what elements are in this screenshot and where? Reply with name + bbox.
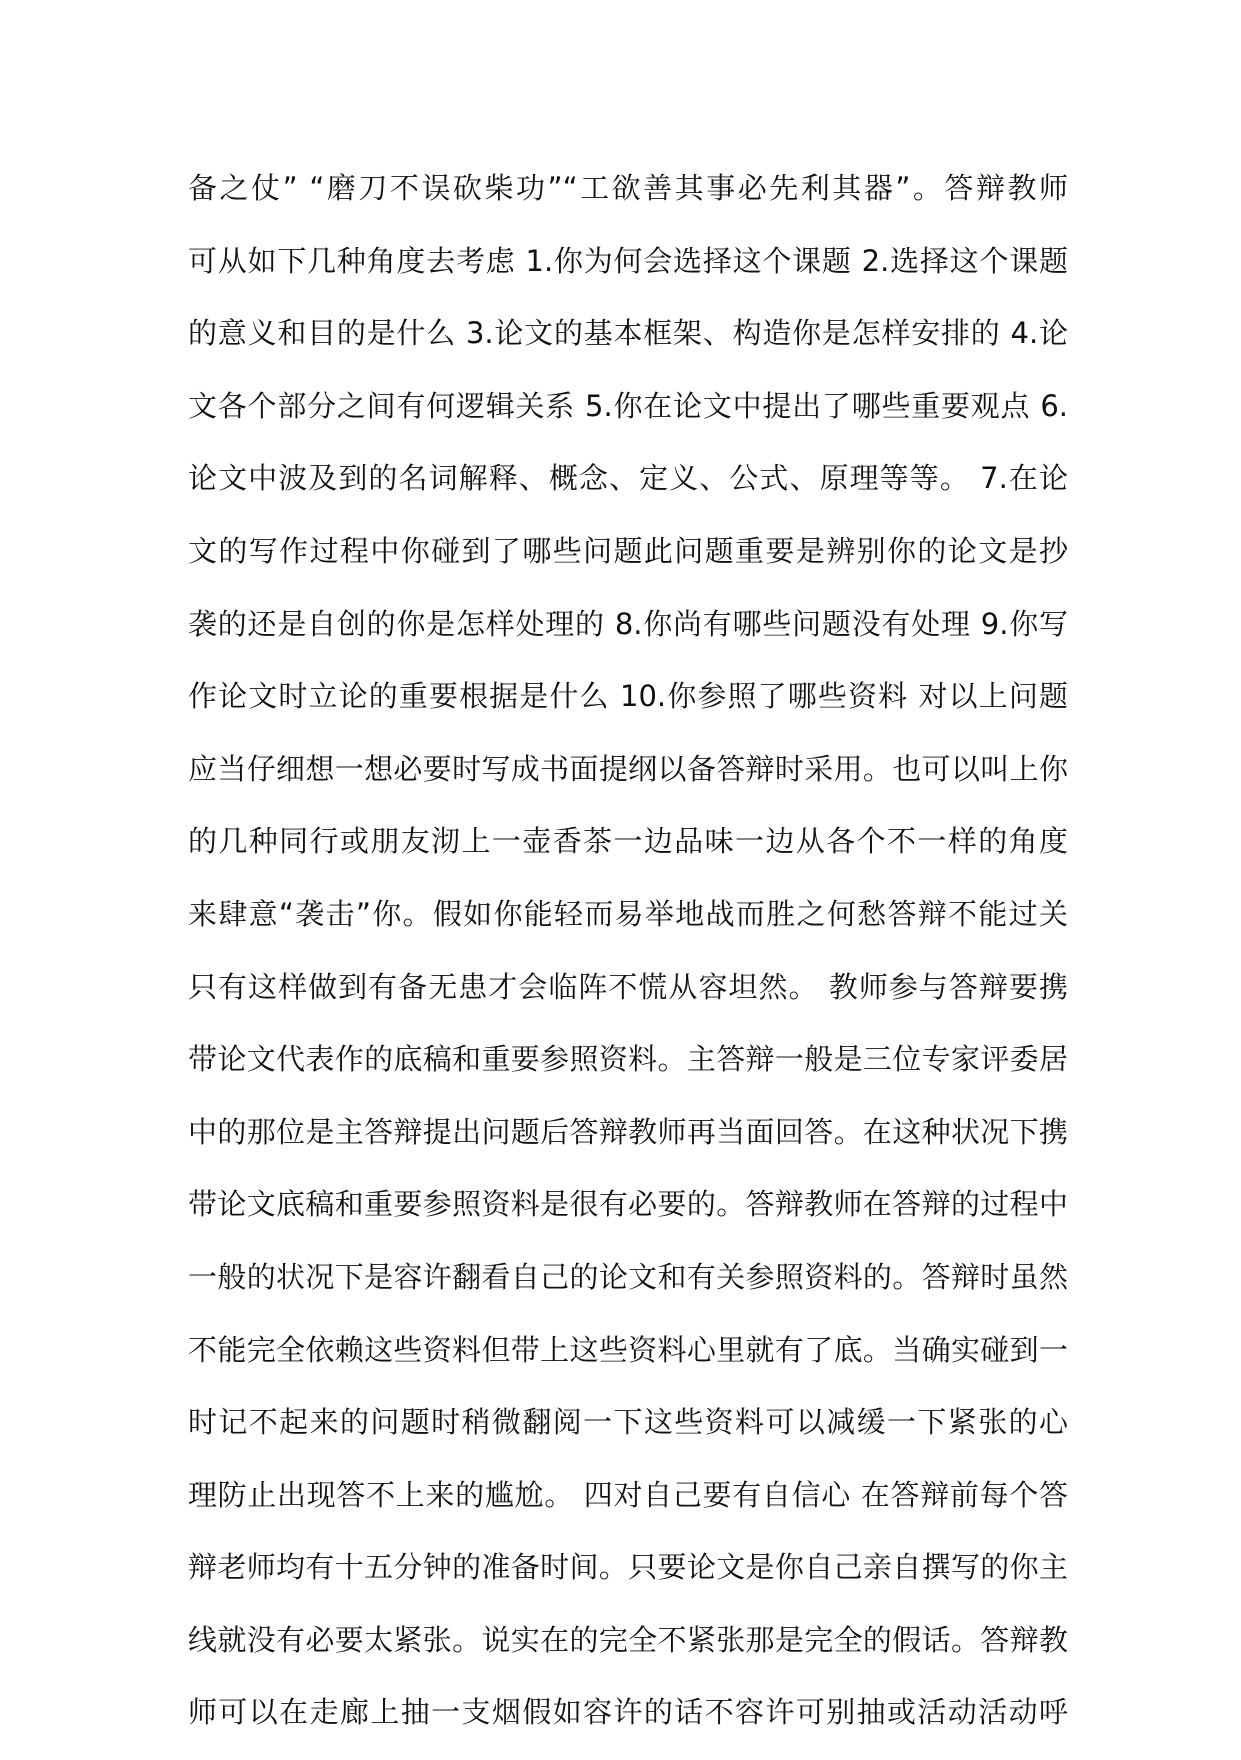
body-text (188, 163, 1068, 1760)
text-line: 文的写作过程中你碰到了哪些问题此问题重要是辨别你的论文是抄 (188, 533, 1068, 568)
text-line: 只有这样做到有备无患才会临阵不慌从容坦然。 教师参与答辩要携 (188, 969, 1068, 1004)
text-line: 理防止出现答不上来的尴尬。 四对自己要有自信心 在答辩前每个答 (188, 1477, 1068, 1512)
text-line: 线就没有必要太紧张。说实在的完全不紧张那是完全的假话。答辩教 (188, 1622, 1068, 1657)
text-line: 辩老师均有十五分钟的准备时间。只要论文是你自己亲自撰写的你主 (188, 1550, 1068, 1585)
text-line: 的意义和目的是什么 3.论文的基本框架、构造你是怎样安排的 4.论 (188, 316, 1068, 351)
text-line: 时记不起来的问题时稍微翻阅一下这些资料可以减缓一下紧张的心 (188, 1405, 1068, 1440)
text-line: 的几种同行或朋友沏上一壶香茶一边品味一边从各个不一样的角度 (188, 824, 1068, 859)
text-line: 可从如下几种角度去考虑 1.你为何会选择这个课题 2.选择这个课题 (188, 243, 1068, 278)
text-line: 一般的状况下是容许翻看自己的论文和有关参照资料的。答辩时虽然 (188, 1259, 1068, 1294)
text-line: 来肆意“袭击”你。假如你能轻而易举地战而胜之何愁答辩不能过关 (188, 896, 1068, 931)
text-line: 中的那位是主答辩提出问题后答辩教师再当面回答。在这种状况下携 (188, 1114, 1068, 1149)
text-line: 师可以在走廊上抽一支烟假如容许的话不容许可别抽或活动活动呼 (188, 1695, 1068, 1730)
text-line: 不能完全依赖这些资料但带上这些资料心里就有了底。当确实碰到一 (188, 1332, 1068, 1367)
text-line: 作论文时立论的重要根据是什么 10.你参照了哪些资料 对以上问题 (188, 679, 1068, 714)
text-line: 应当仔细想一想必要时写成书面提纲以备答辩时采用。也可以叫上你 (188, 751, 1068, 786)
text-line: 袭的还是自创的你是怎样处理的 8.你尚有哪些问题没有处理 9.你写 (188, 606, 1068, 641)
text-line: 带论文代表作的底稿和重要参照资料。主答辩一般是三位专家评委居 (188, 1042, 1068, 1077)
text-line: 文各个部分之间有何逻辑关系 5.你在论文中提出了哪些重要观点 6. (188, 388, 1068, 423)
text-line: 备之仗” “磨刀不误砍柴功”“工欲善其事必先利其器”。答辩教师 (188, 171, 1068, 205)
text-line: 带论文底稿和重要参照资料是很有必要的。答辩教师在答辩的过程中 (188, 1187, 1068, 1222)
text-line: 论文中波及到的名词解释、概念、定义、公式、原理等等。 7.在论 (188, 461, 1068, 496)
